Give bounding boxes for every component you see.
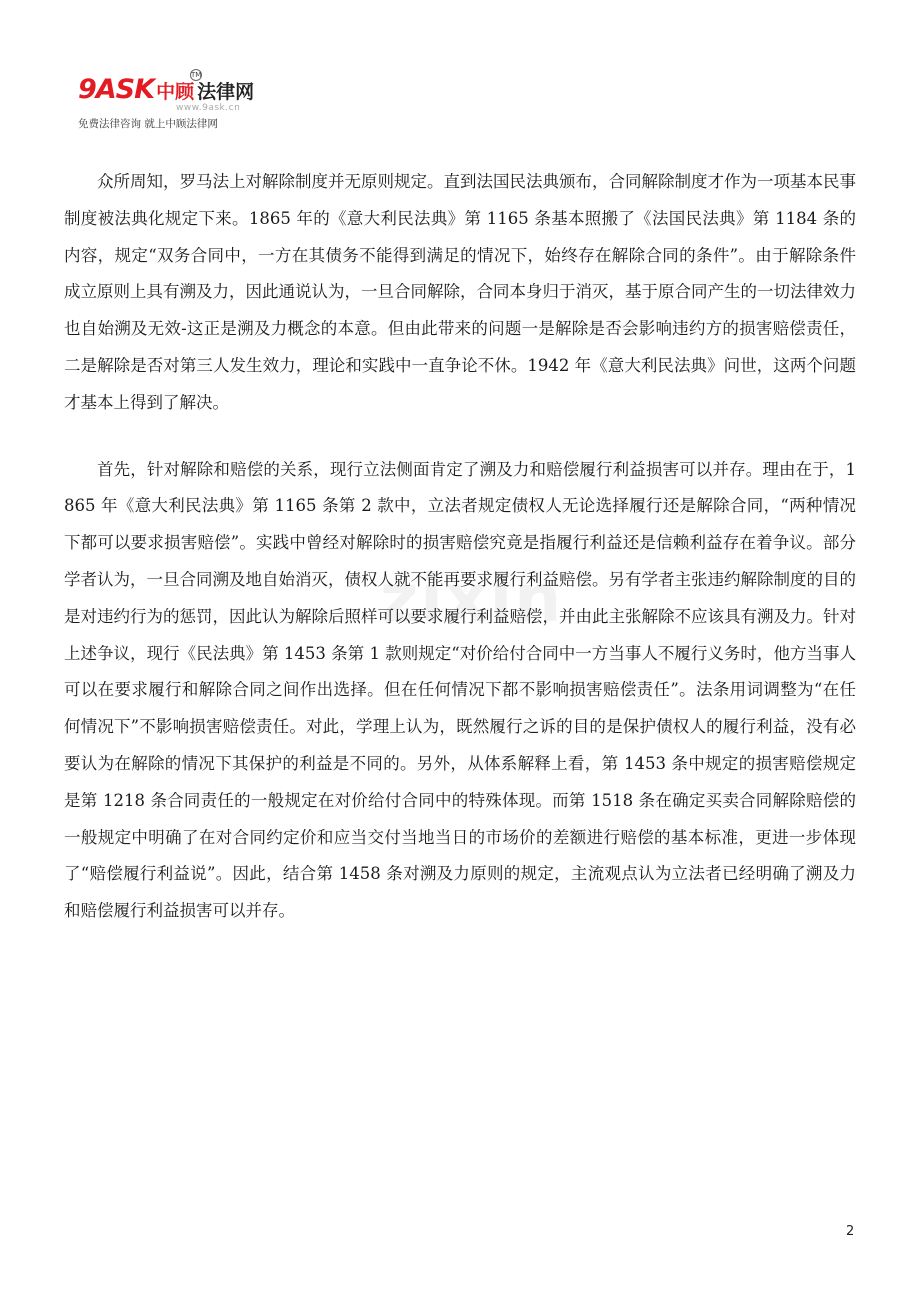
paragraph-2: 首先，针对解除和赔偿的关系，现行立法侧面肯定了溯及力和赔偿履行利益损害可以并存。理由在于，1865 年《意大利民法典》第 1165 条第 2 款中，立法者规定债权人无论选择履行还是解除合同，“两种情况下都可以要求损害赔偿”。实践中曾经对解除时的损害赔偿究竟是指履行利益还是信赖利益存在着争议。部分学者认为，一旦合同溯及地自始消灭，债权人就不能再要求履行利益赔偿。另有学者主张违约解除制度的目的是对违约行为的惩罚，因此认为解除后照样可以要求履行利益赔偿，并由此主张解除不应该具有溯及力。针对上述争议，现行《民法典》第 1453 条第 1 款则规定“对价给付合同中一方当事人不履行义务时，他方当事人可以在要求履行和解除合同之间作出选择。但在任何情况下都不影响损害赔偿责任”。法条用词调整为“在任何情况下”不影响损害赔偿责任。对此，学理上认为，既然履行之诉的目的是保护债权人的履行利益，没有必要认为在解除的情况下其保护的利益是不同的。另外，从体系解释上看，第 1453 条中规定的损害赔偿规定是第 1218 条合同责任的一般规定在对价给付合同中的特殊体现。而第 1518 条在确定买卖合同解除赔偿的一般规定中明确了在对合同约定价和应当交付当地当日的市场价的差额进行赔偿的基本标准，更进一步体现了“赔偿履行利益说”。因此，结合第 1458 条对溯及力原则的规定，主流观点认为立法者已经明确了溯及力和赔偿履行利益损害可以并存。 (64, 459, 856, 921)
watermark: zixin (380, 560, 564, 637)
logo-name-cn: 中顾 (156, 81, 195, 103)
site-logo (78, 72, 268, 134)
logo-slogan: 免费法律咨询 就上中顾法律网 (78, 118, 218, 130)
logo-name-cn2: 法律网 (197, 81, 255, 103)
page-number: 2 (846, 1224, 855, 1239)
logo-brand: 9ASK (78, 74, 155, 105)
document-body (64, 164, 856, 930)
logo-url: www.9ask.cn (176, 103, 241, 113)
paragraph-1: 众所周知，罗马法上对解除制度并无原则规定。直到法国民法典颁布，合同解除制度才作为一项基本民事制度被法典化规定下来。1865 年的《意大利民法典》第 1165 条基本照搬了《法国民法典》第 1184 条的内容，规定“双务合同中，一方在其债务不能得到满足的情况下，始终存在解除合同的条件”。由于解除条件成立原则上具有溯及力，因此通说认为，一旦合同解除，合同本身归于消灭，基于原合同产生的一切法律效力也自始溯及无效-这正是溯及力概念的本意。但由此带来的问题一是解除是否会影响违约方的损害赔偿责任，二是解除是否对第三人发生效力，理论和实践中一直争论不休。1942 年《意大利民法典》问世，这两个问题才基本上得到了解决。 (64, 172, 856, 412)
trademark-icon: TM (191, 71, 202, 79)
